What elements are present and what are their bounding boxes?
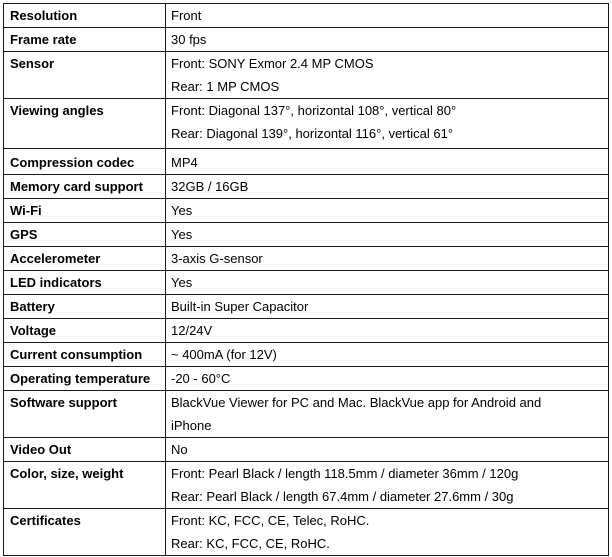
spec-value <box>166 52 609 99</box>
spec-row-battery <box>4 295 609 319</box>
spec-label: Memory card support <box>4 175 166 199</box>
spec-value <box>166 149 609 175</box>
spec-label: Resolution <box>4 4 166 28</box>
spec-value-line: Front: SONY Exmor 2.4 MP CMOS <box>171 56 374 71</box>
spec-row-current-consumption <box>4 343 609 367</box>
spec-row-software-support <box>4 391 609 438</box>
spec-value-line: iPhone <box>171 418 212 433</box>
spec-label: Wi-Fi <box>4 199 166 223</box>
spec-row-wifi <box>4 199 609 223</box>
spec-value <box>166 223 609 247</box>
spec-label: Video Out <box>4 438 166 462</box>
spec-value-line: ~ 400mA (for 12V) <box>171 347 277 362</box>
spec-row-certificates <box>4 509 609 556</box>
spec-label: Compression codec <box>4 149 166 175</box>
spec-row-viewing-angles <box>4 99 609 149</box>
spec-value <box>166 343 609 367</box>
spec-row-led-indicators <box>4 271 609 295</box>
spec-label: Sensor <box>4 52 166 99</box>
spec-row-voltage <box>4 319 609 343</box>
spec-value-line: No <box>171 442 188 457</box>
spec-value-line: Yes <box>171 275 193 290</box>
spec-value-line: Yes <box>171 203 193 218</box>
spec-value <box>166 367 609 391</box>
spec-value <box>166 295 609 319</box>
spec-row-resolution <box>4 4 609 28</box>
spec-value-line: 30 fps <box>171 32 207 47</box>
spec-value-line: 32GB / 16GB <box>171 179 249 194</box>
spec-value-line: Front <box>171 8 202 23</box>
spec-value-line: Rear: Diagonal 139°, horizontal 116°, vertical 61° <box>171 126 454 141</box>
spec-row-sensor <box>4 52 609 99</box>
spec-value-line: 3-axis G-sensor <box>171 251 263 266</box>
spec-label: Accelerometer <box>4 247 166 271</box>
spec-value-line: Front: KC, FCC, CE, Telec, RoHC. <box>171 513 370 528</box>
spec-value-line: MP4 <box>171 155 198 170</box>
spec-value <box>166 175 609 199</box>
spec-value <box>166 271 609 295</box>
spec-label: Software support <box>4 391 166 438</box>
spec-value <box>166 99 609 149</box>
spec-row-color-size-weight <box>4 462 609 509</box>
spec-value-line: BlackVue Viewer for PC and Mac. BlackVue app for Android and <box>171 395 542 410</box>
spec-value <box>166 28 609 52</box>
spec-value-line: 12/24V <box>171 323 213 338</box>
spec-label: LED indicators <box>4 271 166 295</box>
spec-row-compression-codec <box>4 149 609 175</box>
spec-value <box>166 319 609 343</box>
spec-row-video-out <box>4 438 609 462</box>
spec-value-line: Built-in Super Capacitor <box>171 299 309 314</box>
spec-label: Frame rate <box>4 28 166 52</box>
spec-label: Current consumption <box>4 343 166 367</box>
spec-label: Viewing angles <box>4 99 166 149</box>
spec-table <box>3 3 609 556</box>
spec-label: Certificates <box>4 509 166 556</box>
spec-value-line: Front: Pearl Black / length 118.5mm / diameter 36mm / 120g <box>171 466 519 481</box>
spec-value-line: Rear: KC, FCC, CE, RoHC. <box>171 536 330 551</box>
spec-value-line: Rear: Pearl Black / length 67.4mm / diameter 27.6mm / 30g <box>171 489 514 504</box>
spec-value-line: Rear: 1 MP CMOS <box>171 79 280 94</box>
spec-value <box>166 4 609 28</box>
spec-row-accelerometer <box>4 247 609 271</box>
spec-label: GPS <box>4 223 166 247</box>
spec-value <box>166 462 609 509</box>
spec-label: Color, size, weight <box>4 462 166 509</box>
spec-value-line: -20 - 60°C <box>171 371 231 386</box>
spec-label: Voltage <box>4 319 166 343</box>
spec-value-line: Yes <box>171 227 193 242</box>
spec-row-operating-temperature <box>4 367 609 391</box>
spec-row-gps <box>4 223 609 247</box>
spec-label: Operating temperature <box>4 367 166 391</box>
spec-value <box>166 199 609 223</box>
spec-label: Battery <box>4 295 166 319</box>
spec-row-frame-rate <box>4 28 609 52</box>
spec-value <box>166 438 609 462</box>
spec-value <box>166 509 609 556</box>
spec-value-line: Front: Diagonal 137°, horizontal 108°, vertical 80° <box>171 103 457 118</box>
spec-row-memory-card <box>4 175 609 199</box>
spec-value <box>166 391 609 438</box>
spec-value <box>166 247 609 271</box>
